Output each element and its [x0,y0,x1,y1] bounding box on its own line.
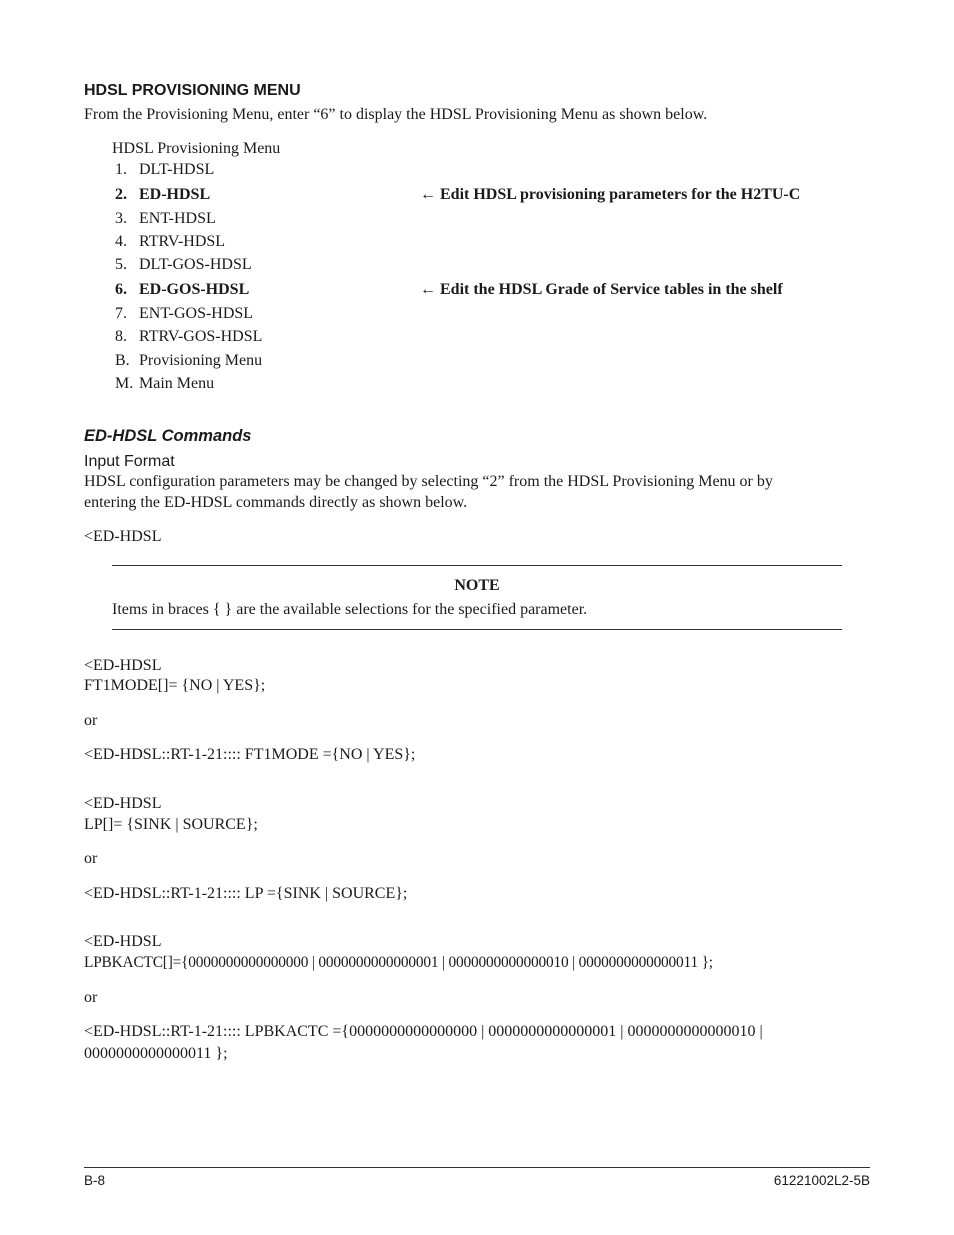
command-line: <ED-HDSL [84,795,162,812]
menu-item-label: ENT-GOS-HDSL [139,305,254,322]
menu-item [115,329,262,345]
menu-item-label: ED-GOS-HDSL [139,281,250,298]
note-top-rule [112,565,842,566]
menu-item [115,257,252,273]
footer-rule [84,1167,870,1168]
input-format-text: HDSL configuration parameters may be changed by selecting “2” from the HDSL Provisioning Menu or by [84,473,773,490]
note-title: NOTE [454,577,500,594]
menu-item-key: 8. [115,328,127,345]
footer-doc-number: 61221002L2-5B [773,1173,870,1188]
menu-item [115,306,253,322]
command-line: <ED-HDSL::RT-1-21:::: FT1MODE ={NO | YES}; [84,746,416,763]
note-text: Items in braces { } are the available selections for the specified parameter. [112,601,588,618]
command-line: <ED-HDSL [84,657,162,674]
menu-item-annotation: ← Edit HDSL provisioning parameters for the H2TU-C [420,186,801,203]
menu-item [115,162,214,178]
or-text: or [84,712,98,729]
menu-item-label: DLT-HDSL [139,161,215,178]
menu-item-key: 6. [115,281,127,298]
menu-item [115,376,214,392]
command-line: LP[]= {SINK | SOURCE}; [84,816,258,833]
menu-item-key: 3. [115,210,127,227]
menu-item [115,353,262,369]
menu-item [115,211,216,227]
menu-item-label: ED-HDSL [139,186,211,203]
note-bottom-rule [112,629,842,630]
command-line: <ED-HDSL [84,528,162,545]
menu-item-key: 4. [115,233,127,250]
intro-paragraph: From the Provisioning Menu, enter “6” to display the HDSL Provisioning Menu as shown below. [84,106,708,123]
menu-item-label: RTRV-GOS-HDSL [139,328,263,345]
subheading: ED-HDSL Commands [84,427,252,445]
menu-item [115,187,210,203]
or-text: or [84,850,98,867]
command-line: <ED-HDSL [84,933,162,950]
menu-item-key: 1. [115,161,127,178]
input-format-heading: Input Format [84,453,175,470]
menu-item-key: M. [115,375,134,392]
menu-item [115,282,249,298]
menu-item-label: Main Menu [139,375,215,392]
menu-item-label: RTRV-HDSL [139,233,226,250]
command-line: <ED-HDSL::RT-1-21:::: LP ={SINK | SOURCE}; [84,885,408,902]
menu-item-label: DLT-GOS-HDSL [139,256,252,273]
footer-page-number: B-8 [84,1173,106,1188]
command-line: LPBKACTC[]={0000000000000000 | 0000000000000001 | 0000000000000010 | 0000000000000011 }; [84,954,713,971]
menu-item-key: 5. [115,256,127,273]
menu-item-label: Provisioning Menu [139,352,263,369]
menu-title: HDSL Provisioning Menu [112,140,281,157]
or-text: or [84,989,98,1006]
input-format-text: entering the ED-HDSL commands directly as shown below. [84,494,468,511]
menu-item-key: B. [115,352,130,369]
section-heading: HDSL PROVISIONING MENU [84,82,301,99]
menu-item-key: 2. [115,186,127,203]
command-line: <ED-HDSL::RT-1-21:::: LPBKACTC ={0000000000000000 | 0000000000000001 | 0000000000000010 | [84,1023,763,1040]
menu-item-key: 7. [115,305,127,322]
menu-item-label: ENT-HDSL [139,210,216,227]
command-line: 0000000000000011 }; [84,1045,228,1062]
command-line: FT1MODE[]= {NO | YES}; [84,677,266,694]
menu-item [115,234,225,250]
menu-item-annotation: ← Edit the HDSL Grade of Service tables in the shelf [420,281,783,298]
